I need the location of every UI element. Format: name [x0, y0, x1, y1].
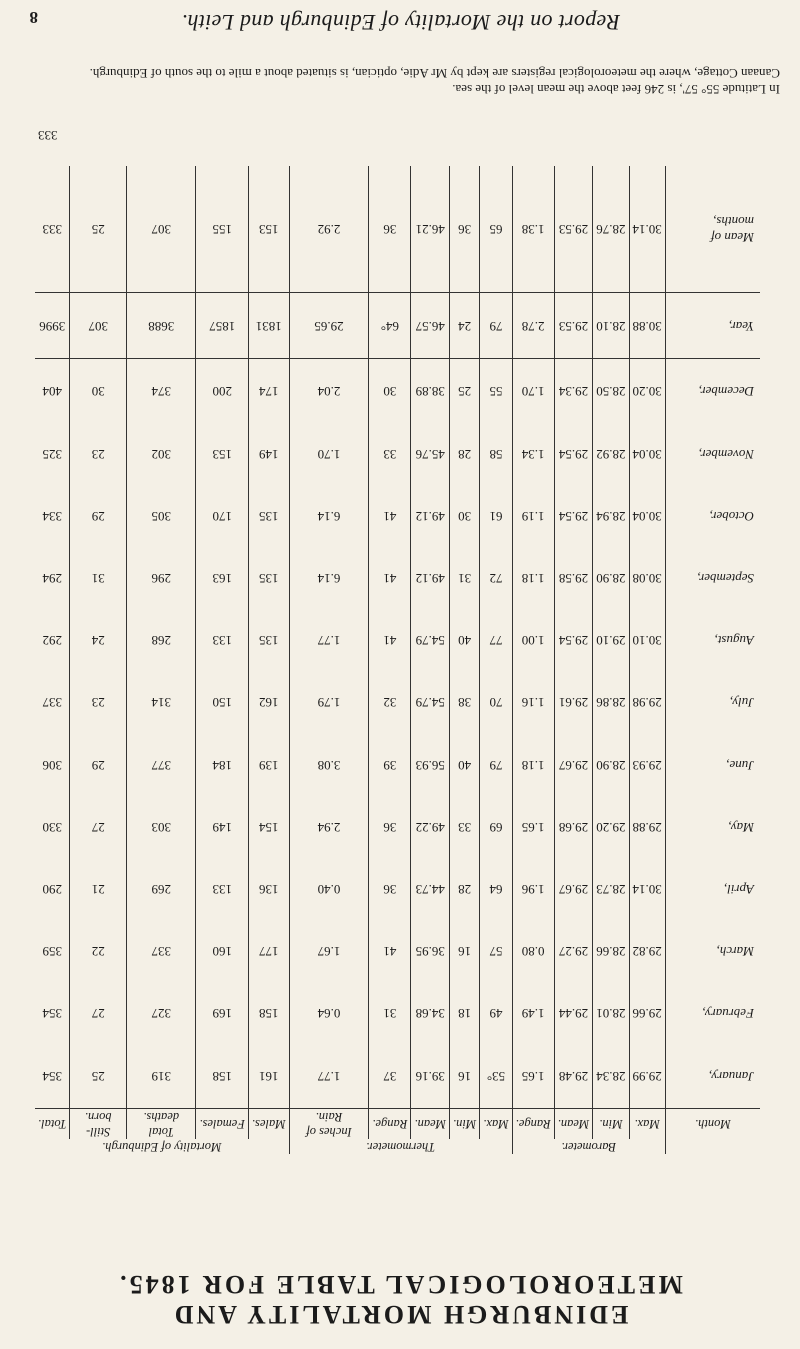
table-cell: 1.70	[289, 423, 369, 485]
month-cell: July,	[729, 695, 754, 711]
table-cell: 290	[35, 858, 70, 920]
table-cell: 49.22	[411, 796, 450, 858]
table-cell: 29.20	[593, 796, 629, 858]
table-cell: 1.77	[289, 609, 369, 671]
table-cell: 57	[480, 920, 512, 982]
table-cell: 1.19	[512, 485, 554, 547]
table-cell: 29.67	[554, 858, 593, 920]
table-cell: 330	[35, 796, 70, 858]
summary-cell: 64°	[369, 293, 411, 359]
table-cell: 31	[450, 547, 480, 609]
table-cell: 334	[35, 485, 70, 547]
table-cell: 29.82	[629, 920, 665, 982]
table-cell: 25	[70, 1044, 127, 1108]
table-cell: 133	[196, 609, 248, 671]
table-cell: 149	[248, 423, 289, 485]
table-cell: 54.79	[411, 609, 450, 671]
month-cell: January,	[708, 1069, 754, 1085]
table-cell: 36.95	[411, 920, 450, 982]
table-cell: 29	[70, 485, 127, 547]
table-cell: 1.65	[512, 796, 554, 858]
table-cell: 28	[450, 858, 480, 920]
table-cell: 302	[127, 423, 196, 485]
summary-cell: 3996	[35, 293, 70, 359]
table-row	[35, 734, 760, 796]
mean-cell: 46.21	[411, 166, 450, 292]
table-cell: 337	[127, 920, 196, 982]
table-cell: 29.27	[554, 920, 593, 982]
table-cell: 39	[369, 734, 411, 796]
table-cell: 1.18	[512, 547, 554, 609]
summary-cell: 1857	[196, 293, 248, 359]
table-cell: 56.93	[411, 734, 450, 796]
table-cell: 169	[196, 982, 248, 1044]
table-cell: 72	[480, 547, 512, 609]
column-header: Total deaths.	[127, 1109, 196, 1140]
table-cell: 28	[450, 423, 480, 485]
table-cell: 160	[196, 920, 248, 982]
table-cell: 292	[35, 609, 70, 671]
month-group-header	[665, 1139, 760, 1154]
column-header: Min.	[593, 1109, 629, 1140]
table-cell: 33	[450, 796, 480, 858]
month-cell: May,	[728, 819, 754, 835]
summary-cell: 30.88	[629, 293, 665, 359]
table-cell: 2.94	[289, 796, 369, 858]
table-cell: 319	[127, 1044, 196, 1108]
mortality-group-header: Mortality of Edinburgh.	[35, 1139, 289, 1154]
table-cell: 133	[196, 858, 248, 920]
table-cell: 327	[127, 982, 196, 1044]
table-row	[35, 547, 760, 609]
table-cell: 158	[196, 1044, 248, 1108]
running-head: Report on the Mortality of Edinburgh and Leith.	[181, 10, 620, 35]
column-header: Max.	[480, 1109, 512, 1140]
mean-cell: 65	[480, 166, 512, 292]
table-cell: 23	[70, 423, 127, 485]
month-cell: September,	[697, 571, 754, 587]
column-header: Still-born.	[70, 1109, 127, 1140]
mean-cell: 153	[248, 166, 289, 292]
table-cell: 70	[480, 671, 512, 733]
table-cell: 28.50	[593, 359, 629, 423]
table-cell: 49	[480, 982, 512, 1044]
table-cell: 40	[450, 609, 480, 671]
table-cell: 30.20	[629, 359, 665, 423]
table-cell: 29.54	[554, 485, 593, 547]
column-header: Inches of Rain.	[289, 1109, 369, 1140]
table-cell: 23	[70, 671, 127, 733]
table-cell: 135	[248, 609, 289, 671]
table-cell: 1.70	[512, 359, 554, 423]
mean-cell: 333	[35, 166, 70, 292]
intro-line-2: Canaan Cottage, where the meteorological registers are kept by Mr Adie, optician, is situated about a mile to the south of Edinburgh.	[89, 66, 780, 81]
table-cell: 49.12	[411, 547, 450, 609]
table-cell: 29	[70, 734, 127, 796]
summary-cell: 1831	[248, 293, 289, 359]
table-cell: 41	[369, 609, 411, 671]
table-cell: 135	[248, 485, 289, 547]
table-cell: 38	[450, 671, 480, 733]
barometer-group-header: Barometer.	[512, 1139, 665, 1154]
column-header: Min.	[450, 1109, 480, 1140]
summary-cell: 29.65	[289, 293, 369, 359]
table-cell: 29.67	[554, 734, 593, 796]
table-cell: 314	[127, 671, 196, 733]
table-row	[35, 982, 760, 1044]
table-cell: 29.44	[554, 982, 593, 1044]
table-cell: 28.90	[593, 547, 629, 609]
table-cell: 41	[369, 547, 411, 609]
table-row	[35, 423, 760, 485]
table-cell: 16	[450, 920, 480, 982]
column-header-row	[35, 1109, 760, 1140]
table-cell: 41	[369, 920, 411, 982]
summary-cell: 3688	[127, 293, 196, 359]
table-title: EDINBURGH MORTALITY AND METEOROLOGICAL TABLE FOR 1845.	[117, 1270, 683, 1329]
table-cell: 174	[248, 359, 289, 423]
table-cell: 163	[196, 547, 248, 609]
mean-cell: 28.76	[593, 166, 629, 292]
table-cell: 305	[127, 485, 196, 547]
table-cell: 16	[450, 1044, 480, 1108]
table-cell: 29.66	[629, 982, 665, 1044]
table-cell: 36	[369, 796, 411, 858]
table-cell: 269	[127, 858, 196, 920]
table-cell: 6.14	[289, 547, 369, 609]
table-cell: 337	[35, 671, 70, 733]
table-cell: 30.04	[629, 485, 665, 547]
month-cell: April,	[724, 881, 754, 897]
table-cell: 27	[70, 796, 127, 858]
intro-text	[20, 65, 780, 97]
table-cell: 41	[369, 485, 411, 547]
column-header: Total.	[35, 1109, 70, 1140]
table-cell: 135	[248, 547, 289, 609]
table-cell: 39.16	[411, 1044, 450, 1108]
table-cell: 29.88	[629, 796, 665, 858]
table-cell: 28.73	[593, 858, 629, 920]
summary-cell: 79	[480, 293, 512, 359]
table-cell: 0.64	[289, 982, 369, 1044]
table-cell: 18	[450, 982, 480, 1044]
table-cell: 29.58	[554, 547, 593, 609]
month-cell: March,	[716, 944, 754, 960]
summary-row	[35, 293, 760, 359]
table-cell: 136	[248, 858, 289, 920]
table-cell: 1.79	[289, 671, 369, 733]
column-header: Mean.	[554, 1109, 593, 1140]
table-cell: 6.14	[289, 485, 369, 547]
table-cell: 55	[480, 359, 512, 423]
table-cell: 296	[127, 547, 196, 609]
month-cell: Mean of months,	[665, 166, 760, 292]
table-cell: 325	[35, 423, 70, 485]
table-cell: 54.79	[411, 671, 450, 733]
table-cell: 25	[450, 359, 480, 423]
table-cell: 29.93	[629, 734, 665, 796]
table-cell: 184	[196, 734, 248, 796]
table-row	[35, 359, 760, 423]
table-cell: 150	[196, 671, 248, 733]
table-cell: 29.99	[629, 1044, 665, 1108]
column-header: Month.	[665, 1109, 760, 1140]
column-header: Max.	[629, 1109, 665, 1140]
table-cell: 24	[70, 609, 127, 671]
table-cell: 177	[248, 920, 289, 982]
column-header: Females.	[196, 1109, 248, 1140]
table-cell: 153	[196, 423, 248, 485]
table-cell: 1.49	[512, 982, 554, 1044]
column-header: Range.	[512, 1109, 554, 1140]
table-cell: 29.54	[554, 423, 593, 485]
table-cell: 294	[35, 547, 70, 609]
table-row	[35, 609, 760, 671]
table-cell: 28.90	[593, 734, 629, 796]
table-cell: 30.08	[629, 547, 665, 609]
table-cell: 58	[480, 423, 512, 485]
table-row	[35, 671, 760, 733]
table-cell: 1.00	[512, 609, 554, 671]
intro-line-1: In Latitude 55° 57', is 246 feet above the mean level of the sea.	[452, 82, 780, 97]
thermometer-group-header: Thermometer.	[289, 1139, 512, 1154]
table-cell: 359	[35, 920, 70, 982]
table-cell: 149	[196, 796, 248, 858]
table-cell: 38.89	[411, 359, 450, 423]
mean-cell: 25	[70, 166, 127, 292]
table-cell: 28.66	[593, 920, 629, 982]
month-cell: June,	[726, 757, 754, 773]
table-row	[35, 858, 760, 920]
table-cell: 30.14	[629, 858, 665, 920]
summary-cell: 28.10	[593, 293, 629, 359]
table-cell: 21	[70, 858, 127, 920]
table-cell: 161	[248, 1044, 289, 1108]
table-cell: 29.68	[554, 796, 593, 858]
summary-cell: 307	[70, 293, 127, 359]
column-header: Males.	[248, 1109, 289, 1140]
table-cell: 1.18	[512, 734, 554, 796]
table-cell: 31	[70, 547, 127, 609]
mean-cell: 29.53	[554, 166, 593, 292]
table-cell: 306	[35, 734, 70, 796]
table-cell: 69	[480, 796, 512, 858]
table-body	[35, 104, 760, 1109]
table-cell: 354	[35, 982, 70, 1044]
table-cell: 37	[369, 1044, 411, 1108]
summary-cell: 46.57	[411, 293, 450, 359]
table-cell: 268	[127, 609, 196, 671]
month-cell: October,	[709, 508, 754, 524]
table-cell: 53°	[480, 1044, 512, 1108]
month-cell: February,	[702, 1006, 754, 1022]
table-cell: 404	[35, 359, 70, 423]
table-row	[35, 796, 760, 858]
mean-cell: 2.92	[289, 166, 369, 292]
table-cell: 354	[35, 1044, 70, 1108]
page-number: 8	[29, 8, 38, 27]
table-cell: 36	[369, 858, 411, 920]
table-cell: 154	[248, 796, 289, 858]
month-cell: December,	[698, 383, 754, 399]
summary-extra-cell: 333	[38, 128, 58, 144]
table-cell: 158	[248, 982, 289, 1044]
table-cell: 2.04	[289, 359, 369, 423]
summary-extra-row	[35, 104, 760, 166]
table-cell: 61	[480, 485, 512, 547]
table-cell: 303	[127, 796, 196, 858]
table-cell: 28.86	[593, 671, 629, 733]
table-cell: 33	[369, 423, 411, 485]
table-cell: 377	[127, 734, 196, 796]
table-cell: 31	[369, 982, 411, 1044]
table-row	[35, 1044, 760, 1108]
mean-cell: 307	[127, 166, 196, 292]
column-header: Mean.	[411, 1109, 450, 1140]
table-cell: 1.67	[289, 920, 369, 982]
table-cell: 79	[480, 734, 512, 796]
mean-cell: 30.14	[629, 166, 665, 292]
table-cell: 3.08	[289, 734, 369, 796]
month-cell: November,	[698, 446, 754, 462]
table-cell: 29.48	[554, 1044, 593, 1108]
table-cell: 34.68	[411, 982, 450, 1044]
table-row	[35, 485, 760, 547]
mean-row	[35, 166, 760, 292]
table-cell: 28.01	[593, 982, 629, 1044]
mean-cell: 1.38	[512, 166, 554, 292]
mean-cell: 36	[450, 166, 480, 292]
table-cell: 1.65	[512, 1044, 554, 1108]
mortality-table	[35, 104, 760, 1154]
table-cell: 29.61	[554, 671, 593, 733]
table-cell: 29.54	[554, 609, 593, 671]
table-cell: 200	[196, 359, 248, 423]
table-cell: 162	[248, 671, 289, 733]
summary-cell: 24	[450, 293, 480, 359]
table-cell: 29.98	[629, 671, 665, 733]
table-cell: 28.34	[593, 1044, 629, 1108]
table-cell: 1.96	[512, 858, 554, 920]
summary-cell: 2.78	[512, 293, 554, 359]
table-cell: 30.10	[629, 609, 665, 671]
table-cell: 0.80	[512, 920, 554, 982]
table-cell: 30.04	[629, 423, 665, 485]
table-cell: 1.16	[512, 671, 554, 733]
month-cell: Year,	[665, 293, 760, 359]
column-header: Range.	[369, 1109, 411, 1140]
table-cell: 27	[70, 982, 127, 1044]
table-cell: 170	[196, 485, 248, 547]
month-cell: August,	[714, 633, 754, 649]
mean-cell: 36	[369, 166, 411, 292]
table-cell: 28.92	[593, 423, 629, 485]
table-cell: 30	[70, 359, 127, 423]
table-cell: 374	[127, 359, 196, 423]
table-cell: 40	[450, 734, 480, 796]
table-cell: 1.34	[512, 423, 554, 485]
table-cell: 30	[450, 485, 480, 547]
table-cell: 0.40	[289, 858, 369, 920]
table-cell: 49.12	[411, 485, 450, 547]
table-cell: 77	[480, 609, 512, 671]
table-cell: 30	[369, 359, 411, 423]
table-row	[35, 920, 760, 982]
table-cell: 28.94	[593, 485, 629, 547]
table-cell: 44.73	[411, 858, 450, 920]
table-cell: 29.10	[593, 609, 629, 671]
table-cell: 22	[70, 920, 127, 982]
table-cell: 1.77	[289, 1044, 369, 1108]
mean-cell: 155	[196, 166, 248, 292]
table-cell: 29.34	[554, 359, 593, 423]
table-cell: 45.76	[411, 423, 450, 485]
table-cell: 64	[480, 858, 512, 920]
summary-cell: 29.53	[554, 293, 593, 359]
table-cell: 139	[248, 734, 289, 796]
table-cell: 32	[369, 671, 411, 733]
